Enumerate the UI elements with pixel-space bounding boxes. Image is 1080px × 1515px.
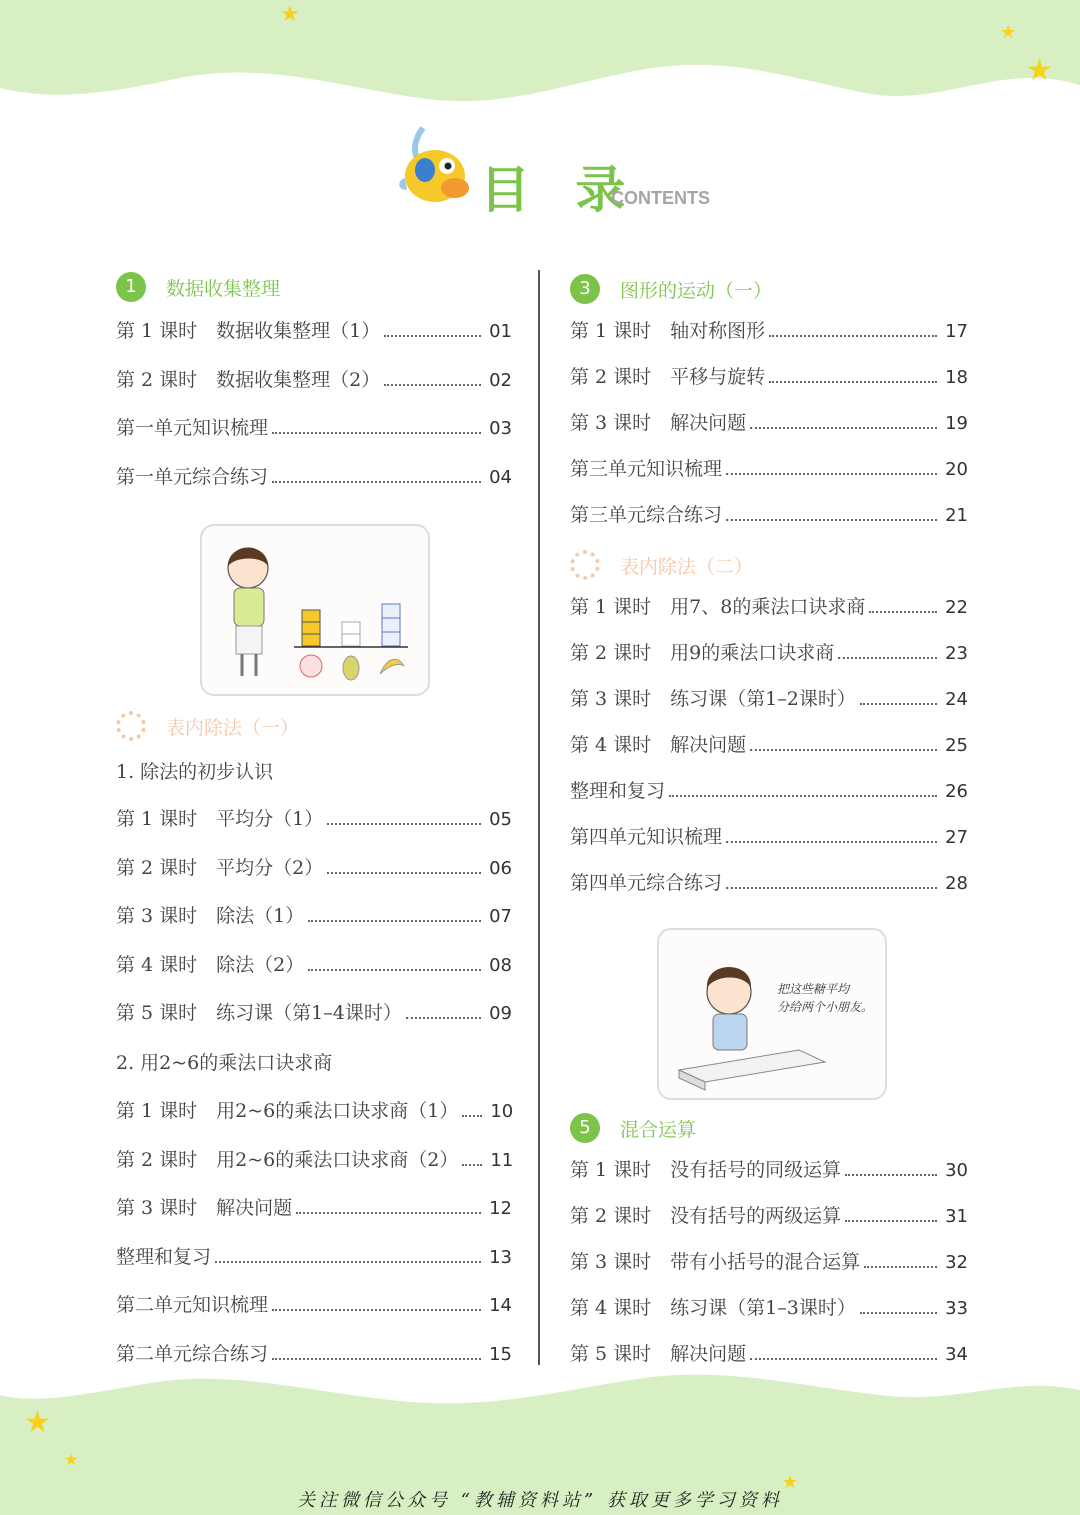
toc-entry-label: 第 3 课时 带有小括号的混合运算 bbox=[570, 1251, 861, 1273]
toc-entry[interactable] bbox=[116, 1096, 512, 1126]
toc-page-number: 12 bbox=[489, 1198, 512, 1219]
toc-entry-label: 第 2 课时 平移与旋转 bbox=[570, 366, 766, 388]
leader-dots bbox=[845, 1174, 937, 1176]
leader-dots bbox=[750, 1358, 937, 1360]
toc-entry-label: 第 3 课时 解决问题 bbox=[116, 1197, 293, 1219]
toc-page-number: 33 bbox=[945, 1298, 968, 1319]
leader-dots bbox=[860, 703, 937, 705]
toc-entry[interactable] bbox=[570, 1155, 968, 1185]
toc-entry-label: 第一单元综合练习 bbox=[116, 466, 269, 488]
toc-page-number: 03 bbox=[489, 418, 512, 439]
toc-entry[interactable] bbox=[116, 1290, 512, 1320]
leader-dots bbox=[869, 611, 937, 613]
star-icon: ★ bbox=[280, 2, 300, 27]
leader-dots bbox=[838, 657, 937, 659]
toc-entry[interactable] bbox=[116, 804, 512, 834]
toc-entry-label: 第四单元知识梳理 bbox=[570, 826, 723, 848]
toc-entry-label: 第二单元综合练习 bbox=[116, 1343, 269, 1365]
toc-entry[interactable] bbox=[570, 408, 968, 438]
leader-dots bbox=[864, 1266, 937, 1268]
toc-page-number: 08 bbox=[489, 955, 512, 976]
toc-page-number: 28 bbox=[945, 873, 968, 894]
leader-dots bbox=[860, 1312, 937, 1314]
toc-entry[interactable] bbox=[570, 684, 968, 714]
leader-dots bbox=[669, 795, 937, 797]
leader-dots bbox=[308, 920, 481, 922]
toc-entry-label: 第二单元知识梳理 bbox=[116, 1294, 269, 1316]
star-icon: ★ bbox=[782, 1472, 799, 1493]
toc-entry[interactable] bbox=[116, 950, 512, 980]
toc-entry-label: 第三单元知识梳理 bbox=[570, 458, 723, 480]
page-title: 目 录 bbox=[480, 161, 640, 219]
toc-page-number: 10 bbox=[490, 1101, 514, 1122]
unit-heading[interactable] bbox=[116, 710, 299, 742]
toc-entry[interactable] bbox=[570, 500, 968, 530]
unit-number-badge: 3 bbox=[570, 274, 600, 304]
toc-entry[interactable] bbox=[116, 1145, 512, 1175]
toc-entry[interactable] bbox=[570, 362, 968, 392]
toc-page-number: 21 bbox=[945, 505, 968, 526]
toc-entry-label: 第 1 课时 用7、8的乘法口诀求商 bbox=[570, 596, 866, 618]
toc-page-number: 06 bbox=[489, 858, 512, 879]
toc-page-number: 17 bbox=[945, 321, 968, 342]
toc-page-number: 20 bbox=[945, 459, 968, 480]
leader-dots bbox=[462, 1115, 482, 1117]
toc-entry[interactable] bbox=[116, 1339, 512, 1369]
toc-entry-label: 第 3 课时 解决问题 bbox=[570, 412, 747, 434]
toc-entry[interactable] bbox=[570, 638, 968, 668]
right-column bbox=[570, 0, 968, 1515]
leader-dots bbox=[272, 1309, 481, 1311]
toc-entry-label: 第三单元综合练习 bbox=[570, 504, 723, 526]
toc-page-number: 31 bbox=[945, 1206, 968, 1227]
subsection-title: 2. 用2~6的乘法口诀求商 bbox=[116, 1052, 333, 1074]
girl-bar-chart-illustration bbox=[200, 524, 430, 696]
unit-title: 数据收集整理 bbox=[166, 277, 281, 300]
toc-entry-label: 第 4 课时 练习课（第1–3课时） bbox=[570, 1297, 856, 1319]
toc-page-number: 22 bbox=[945, 597, 968, 618]
unit-number-badge: 5 bbox=[570, 1113, 600, 1143]
page-subtitle: CONTENTS bbox=[611, 188, 710, 208]
toc-entry[interactable] bbox=[570, 1201, 968, 1231]
boy-candy-illustration bbox=[657, 928, 887, 1100]
toc-page-number: 19 bbox=[945, 413, 968, 434]
leader-dots bbox=[272, 432, 481, 434]
toc-entry[interactable] bbox=[116, 853, 512, 883]
unit-title: 表内除法（一） bbox=[166, 716, 300, 739]
toc-entry[interactable] bbox=[570, 776, 968, 806]
leader-dots bbox=[384, 335, 481, 337]
unit-number-badge bbox=[570, 550, 600, 580]
toc-entry-label: 第 1 课时 数据收集整理（1） bbox=[116, 320, 381, 342]
toc-page-number: 14 bbox=[489, 1295, 512, 1316]
left-column bbox=[116, 0, 512, 1515]
toc-entry-label: 第 2 课时 平均分（2） bbox=[116, 857, 324, 879]
toc-entry[interactable] bbox=[570, 730, 968, 760]
toc-page-number: 30 bbox=[945, 1160, 968, 1181]
toc-entry-label: 第 5 课时 练习课（第1–4课时） bbox=[116, 1002, 402, 1024]
column-divider bbox=[538, 270, 540, 1365]
toc-entry-label: 第一单元知识梳理 bbox=[116, 417, 269, 439]
toc-entry-label: 第 3 课时 除法（1） bbox=[116, 905, 305, 927]
toc-entry[interactable] bbox=[116, 1193, 512, 1223]
leader-dots bbox=[462, 1164, 482, 1166]
unit-heading[interactable] bbox=[570, 549, 753, 581]
footer-note: 关注微信公众号 “教辅资料站” 获取更多学习资料 bbox=[297, 1490, 783, 1511]
unit-title: 图形的运动（一） bbox=[620, 279, 773, 302]
leader-dots bbox=[272, 1358, 481, 1360]
toc-entry-label: 第 2 课时 用2~6的乘法口诀求商（2） bbox=[116, 1149, 459, 1171]
toc-entry-label: 第 2 课时 数据收集整理（2） bbox=[116, 369, 381, 391]
leader-dots bbox=[845, 1220, 937, 1222]
toc-page-number: 07 bbox=[489, 906, 512, 927]
toc-entry[interactable] bbox=[570, 822, 968, 852]
toc-entry-label: 第 1 课时 轴对称图形 bbox=[570, 320, 766, 342]
leader-dots bbox=[308, 969, 481, 971]
leader-dots bbox=[406, 1017, 481, 1019]
toc-entry[interactable] bbox=[570, 454, 968, 484]
leader-dots bbox=[726, 519, 937, 521]
leader-dots bbox=[327, 872, 481, 874]
toc-entry[interactable] bbox=[116, 1242, 512, 1272]
leader-dots bbox=[726, 887, 937, 889]
leader-dots bbox=[769, 381, 937, 383]
speech-text: 把这些糖平均 分给两个小朋友。 bbox=[777, 982, 874, 1014]
leader-dots bbox=[384, 384, 481, 386]
unit-number-badge bbox=[116, 711, 146, 741]
unit-number-badge: 1 bbox=[116, 272, 146, 302]
toc-page-number: 26 bbox=[945, 781, 968, 802]
toc-entry-label: 第四单元综合练习 bbox=[570, 872, 723, 894]
toc-entry-label: 整理和复习 bbox=[570, 780, 666, 802]
toc-entry[interactable] bbox=[570, 592, 968, 622]
toc-entry-label: 第 3 课时 练习课（第1–2课时） bbox=[570, 688, 856, 710]
leader-dots bbox=[726, 473, 937, 475]
toc-entry-label: 第 4 课时 解决问题 bbox=[570, 734, 747, 756]
toc-page-number: 18 bbox=[945, 367, 968, 388]
toc-page-number: 04 bbox=[489, 467, 512, 488]
toc-entry[interactable] bbox=[570, 1339, 968, 1369]
star-icon: ★ bbox=[1026, 53, 1053, 88]
leader-dots bbox=[215, 1261, 481, 1263]
unit-heading[interactable] bbox=[570, 1112, 696, 1144]
unit-heading[interactable] bbox=[570, 273, 772, 305]
toc-entry[interactable] bbox=[116, 365, 512, 395]
toc-page-number: 24 bbox=[945, 689, 968, 710]
leader-dots bbox=[327, 823, 481, 825]
toc-page-number: 32 bbox=[945, 1252, 968, 1273]
toc-page-number: 34 bbox=[945, 1344, 968, 1365]
star-icon: ★ bbox=[1000, 22, 1017, 43]
toc-entry[interactable] bbox=[116, 462, 512, 492]
star-icon: ★ bbox=[64, 1450, 79, 1469]
unit-title: 表内除法（二） bbox=[620, 555, 754, 578]
leader-dots bbox=[750, 427, 937, 429]
toc-entry[interactable] bbox=[116, 901, 512, 931]
leader-dots bbox=[272, 481, 481, 483]
toc-entry-label: 整理和复习 bbox=[116, 1246, 212, 1268]
toc-entry-label: 第 2 课时 没有括号的两级运算 bbox=[570, 1205, 842, 1227]
toc-entry[interactable] bbox=[116, 413, 512, 443]
toc-page-number: 13 bbox=[489, 1247, 512, 1268]
leader-dots bbox=[750, 749, 937, 751]
toc-page-number: 01 bbox=[489, 321, 512, 342]
leader-dots bbox=[726, 841, 937, 843]
toc-page-number: 02 bbox=[489, 370, 512, 391]
toc-entry[interactable] bbox=[116, 316, 512, 346]
toc-entry-label: 第 1 课时 用2~6的乘法口诀求商（1） bbox=[116, 1100, 459, 1122]
toc-entry-label: 第 1 课时 没有括号的同级运算 bbox=[570, 1159, 842, 1181]
toc-entry-label: 第 2 课时 用9的乘法口诀求商 bbox=[570, 642, 835, 664]
toc-page-number: 05 bbox=[489, 809, 512, 830]
toc-entry[interactable] bbox=[116, 998, 512, 1028]
toc-entry[interactable] bbox=[570, 1247, 968, 1277]
toc-page-number: 11 bbox=[490, 1150, 514, 1171]
unit-heading[interactable] bbox=[116, 271, 280, 303]
star-icon: ★ bbox=[24, 1405, 51, 1440]
toc-page-number: 15 bbox=[489, 1344, 512, 1365]
toc-page-number: 09 bbox=[489, 1003, 512, 1024]
toc-entry[interactable] bbox=[570, 316, 968, 346]
toc-page-number: 27 bbox=[945, 827, 968, 848]
subsection-title: 1. 除法的初步认识 bbox=[116, 761, 274, 783]
toc-entry-label: 第 5 课时 解决问题 bbox=[570, 1343, 747, 1365]
toc-page-number: 23 bbox=[945, 643, 968, 664]
toc-entry-label: 第 4 课时 除法（2） bbox=[116, 954, 305, 976]
toc-entry-label: 第 1 课时 平均分（1） bbox=[116, 808, 324, 830]
toc-entry[interactable] bbox=[570, 868, 968, 898]
leader-dots bbox=[769, 335, 937, 337]
unit-title: 混合运算 bbox=[620, 1118, 697, 1141]
toc-page-number: 25 bbox=[945, 735, 968, 756]
leader-dots bbox=[296, 1212, 481, 1214]
toc-entry[interactable] bbox=[570, 1293, 968, 1323]
